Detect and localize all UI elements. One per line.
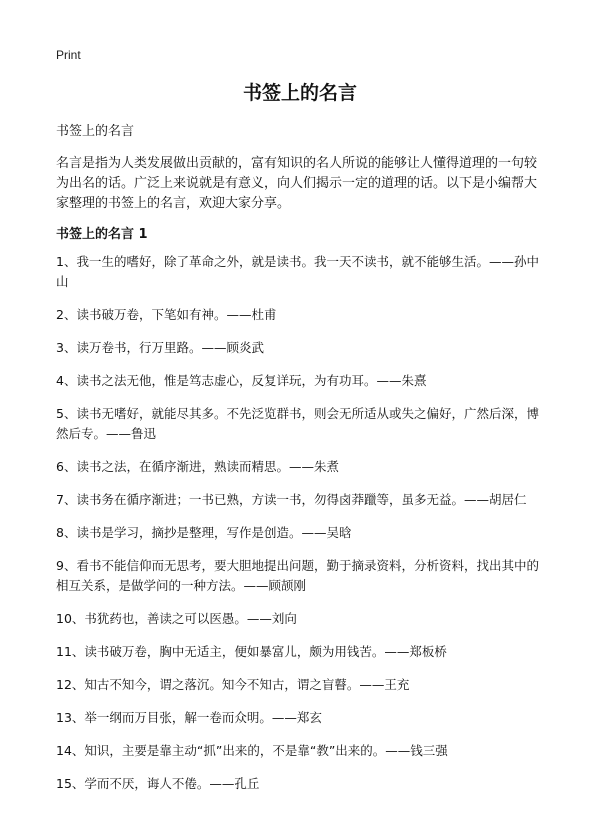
print-label: Print (56, 48, 81, 62)
section-heading: 书签上的名言 1 (56, 226, 148, 242)
quote-item: 14、知识，主要是靠主动“抓”出来的，不是靠“教”出来的。——钱三强 (56, 743, 448, 759)
quote-item: 9、看书不能信仰而无思考，要大胆地提出问题，勤于摘录资料，分析资料，找出其中的相互关系，是做学问的一种方法。——顾颉刚 (56, 558, 539, 594)
quote-item: 10、书犹药也，善读之可以医愚。——刘向 (56, 611, 297, 627)
quote-item: 11、读书破万卷，胸中无适主，便如暴富儿，颇为用钱苦。——郑板桥 (56, 644, 447, 660)
intro-paragraph: 名言是指为人类发展做出贡献的，富有知识的名人所说的能够让人懂得道理的一句较为出名的话。广泛上来说就是有意义，向人们揭示一定的道理的话。以下是小编帮大家整理的书签上的名言，欢迎大家分享。 (56, 155, 538, 211)
page-title: 书签上的名言 (242, 82, 357, 104)
quote-item: 12、知古不知今，谓之落沉。知今不知古，谓之盲瞽。——王充 (56, 677, 410, 693)
document-subtitle: 书签上的名言 (56, 123, 135, 139)
quote-item: 8、读书是学习，摘抄是整理，写作是创造。——吴晗 (56, 525, 352, 541)
quote-item: 1、我一生的嗜好，除了革命之外，就是读书。我一天不读书，就不能够生活。——孙中山 (56, 254, 539, 290)
quote-item: 6、读书之法，在循序渐进，熟读而精思。——朱煮 (56, 459, 339, 475)
quote-list (56, 252, 544, 794)
quote-item: 2、读书破万卷，下笔如有神。——杜甫 (56, 307, 277, 323)
quote-item: 4、读书之法无他，惟是笃志虚心，反复详玩，为有功耳。——朱熹 (56, 373, 427, 389)
quote-item: 3、读万卷书，行万里路。——顾炎武 (56, 340, 264, 356)
quote-item: 7、读书务在循序渐进；一书已熟，方读一书，勿得卤莽躐等，虽多无益。——胡居仁 (56, 492, 527, 508)
quote-item: 15、学而不厌，诲人不倦。——孔丘 (56, 776, 260, 792)
quote-item: 5、读书无嗜好，就能尽其多。不先泛览群书，则会无所适从或失之偏好，广然后深，博然后专。——鲁迅 (56, 406, 539, 442)
quote-item: 13、举一纲而万目张，解一卷而众明。——郑玄 (56, 710, 322, 726)
